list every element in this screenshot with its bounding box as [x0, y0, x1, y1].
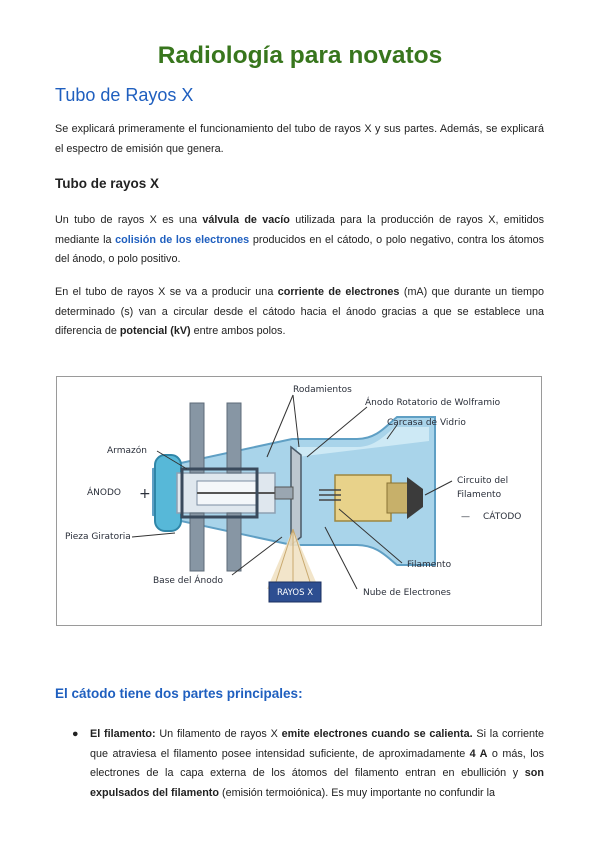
bold-valvula: válvula de vacío	[202, 214, 290, 226]
label-catodo: CÁTODO	[483, 512, 522, 522]
text-run: (emisión termoiónica). Es muy importante no confundir la	[219, 786, 496, 799]
bullet-dot-icon: ●	[72, 728, 79, 740]
label-plus: +	[139, 486, 151, 502]
label-carcasa: Carcasa de Vidrio	[387, 418, 466, 428]
label-filamento: Filamento	[407, 560, 452, 570]
cathode-parts-list	[70, 725, 544, 803]
stator-top-2	[227, 403, 241, 473]
text-run: o más, los electrones de la capa externa de los átomos del filamento entran en ebullición y	[90, 747, 544, 779]
stator-bottom-2	[227, 513, 241, 571]
bold-corriente: corriente de electrones	[277, 286, 400, 298]
stator-top-1	[190, 403, 204, 473]
list-item	[70, 725, 544, 803]
link-colision[interactable]: colisión de los electrones	[115, 233, 250, 246]
bold-potencial: potencial (kV)	[119, 325, 191, 337]
paragraph-corriente	[55, 283, 544, 342]
intro-paragraph: Se explicará primeramente el funcionamiento del tubo de rayos X y sus partes. Además, se explicará el espectro de emisión que genera.	[55, 123, 544, 155]
text-run: Un filamento de rayos X	[155, 728, 282, 740]
text-run: Un tubo de rayos X es una	[55, 214, 203, 226]
paragraph-valvula	[55, 211, 544, 270]
label-rodamientos: Rodamientos	[293, 385, 352, 395]
document-title: Radiología para novatos	[157, 42, 443, 69]
bold-expulsados: son expulsados del filamento	[90, 767, 544, 799]
label-nube: Nube de Electrones	[363, 588, 451, 598]
xray-tube-svg	[57, 377, 541, 625]
label-circuito-2: Filamento	[457, 490, 502, 500]
label-minus: —	[461, 512, 470, 522]
xray-tube-diagram	[56, 376, 542, 626]
stator-bottom-1	[190, 513, 204, 571]
cathode-body	[335, 475, 391, 521]
label-anodo-rotatorio: Ánodo Rotatorio de Wolframio	[365, 398, 501, 408]
text-run: producidos en el cátodo, o polo negativo, contra los átomos del ánodo, o polo positivo.	[55, 233, 544, 265]
bold-filamento: El filamento:	[90, 728, 156, 740]
anode-stem	[275, 487, 293, 499]
label-anodo: ÁNODO	[87, 488, 121, 498]
cathode-section-title: El cátodo tiene dos partes principales:	[55, 686, 303, 701]
text-run: utilizada para la producción de rayos X, emitidos mediante la	[55, 214, 545, 246]
label-circuito-1: Circuito del	[457, 476, 509, 486]
label-armazon: Armazón	[107, 446, 147, 456]
text-run: En el tubo de rayos X se va a producir una	[55, 286, 278, 298]
bold-emite: emite electrones cuando se calienta.	[281, 728, 473, 740]
text-run: entre ambos polos.	[190, 325, 286, 337]
label-base: Base del Ánodo	[153, 576, 223, 586]
text-run: Si la corriente que atraviesa el filamento posee intensidad suficiente, de aproximadamente	[90, 728, 545, 760]
label-pieza: Pieza Giratoria	[65, 532, 131, 542]
text-run: (mA) que durante un tiempo determinado (s) van a circular desde el cátodo hacia el ánodo gracias a que se establece una diferencia de	[55, 286, 544, 337]
rayos-x-label: RAYOS X	[276, 588, 314, 598]
subsection-title: Tubo de rayos X	[55, 176, 160, 191]
bold-4a: 4 A	[469, 747, 488, 760]
section-title: Tubo de Rayos X	[55, 85, 194, 105]
